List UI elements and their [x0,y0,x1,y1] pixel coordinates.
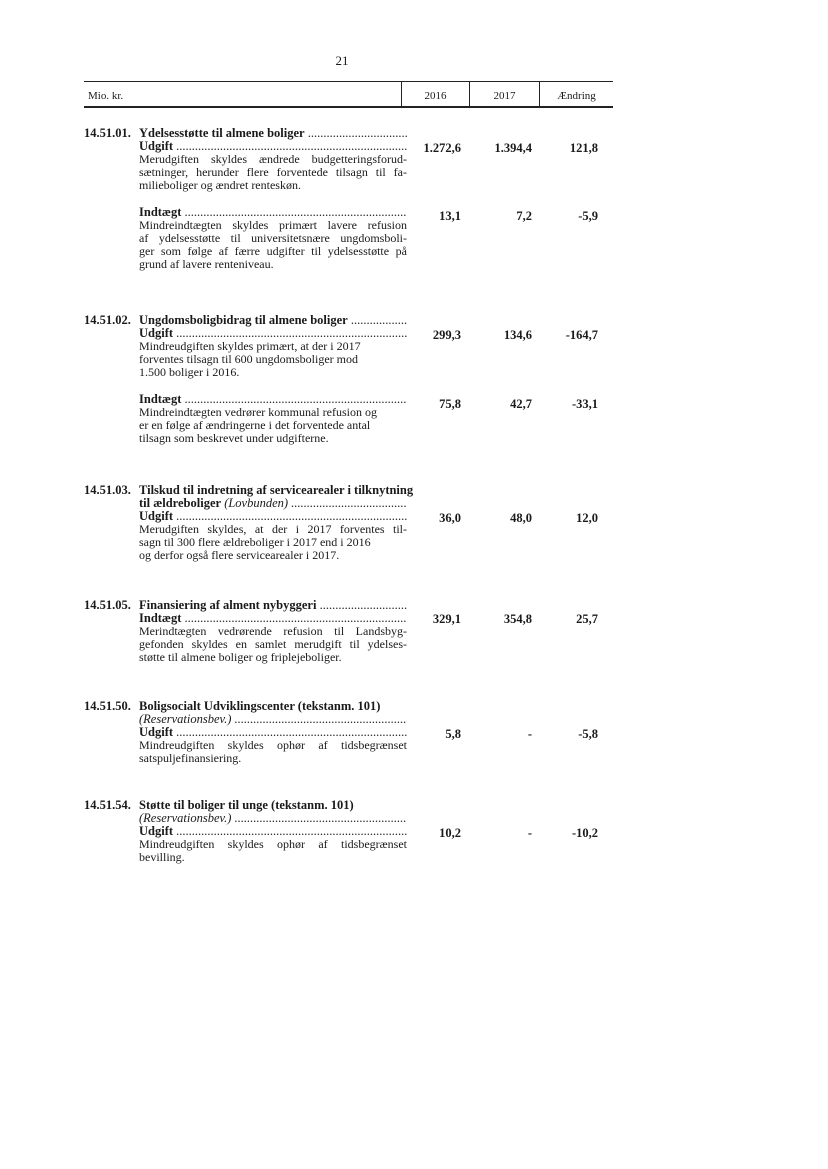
item-description: gefonden skyldes en samlet merudgift til ydelses- [139,637,407,651]
item-description: støtte til almene boliger og friplejeboliger. [139,650,342,664]
item-description: Mindreudgiften skyldes ophør af tidsbegrænset [139,837,407,851]
account-code: 14.51.05. [84,598,131,612]
appropriation-type: (Lovbunden) ..... [224,497,407,510]
item-description: Mindreindtægten vedrører kommunal refusion og [139,405,377,419]
account-code: 14.51.50. [84,699,131,713]
section-title-continued: til ældreboliger [139,497,222,510]
item-label: Indtægt ..... [139,612,407,625]
account-code: 14.51.02. [84,313,131,327]
item-description: Mindreindtægten skyldes primært lavere refusion [139,218,407,232]
header-unit: Mio. kr. [88,90,124,102]
header-change: Ændring [557,90,596,102]
item-description: sagn til 300 flere ældreboliger i 2017 end i 2016 [139,535,371,549]
value-2016: 75,8 [439,397,461,411]
value-2017: 134,6 [503,328,532,342]
item-description: sætninger, herunder flere forventede tilsagn til fa- [139,165,407,179]
account-code: 14.51.03. [84,483,131,497]
value-2016: 36,0 [439,511,461,525]
value-change: -164,7 [565,328,598,342]
header-2017: 2017 [493,90,516,102]
item-label: Udgift ..... [139,510,407,523]
item-description: grund af lavere renteniveau. [139,257,274,271]
value-2017: 42,7 [510,397,532,411]
item-label: Udgift ..... [139,327,407,340]
value-2017: 354,8 [503,612,532,626]
header-rule-bottom [84,106,613,108]
item-description: 1.500 boliger i 2016. [139,365,240,379]
section-title: Ungdomsboligbidrag til almene boliger ..... [139,314,407,327]
header-rule-top [84,81,613,82]
value-2016: 10,2 [439,826,461,840]
value-change: -5,9 [578,209,598,223]
value-change: 25,7 [576,612,598,626]
item-description: Mindreudgiften skyldes ophør af tidsbegrænset [139,738,407,752]
value-2016: 5,8 [445,727,461,741]
value-2017: 7,2 [516,209,532,223]
value-2017: - [527,826,532,840]
value-change: 12,0 [576,511,598,525]
item-description: satspuljefinansiering. [139,751,242,765]
account-code: 14.51.54. [84,798,131,812]
item-description: bevilling. [139,850,185,864]
appropriation-type: (Reservationsbev.) ..... [139,713,407,726]
header-2016: 2016 [424,90,447,102]
item-label: Udgift ..... [139,140,407,153]
section-title: Tilskud til indretning af servicearealer i tilknytning [139,483,414,497]
value-2017: 48,0 [510,511,532,525]
item-label: Udgift ..... [139,825,407,838]
page-number: 21 [335,53,349,68]
value-2016: 329,1 [432,612,461,626]
value-2017: 1.394,4 [494,141,532,155]
section-title: Støtte til boliger til unge (tekstanm. 101) [139,799,354,812]
appropriation-type: (Reservationsbev.) ..... [139,812,407,825]
value-2016: 299,3 [432,328,461,342]
item-description: milieboliger og ændret renteskøn. [139,178,301,192]
section-title: Finansiering af alment nybyggeri ..... [139,599,407,612]
item-description: er en følge af ændringerne i det forventede antal [139,418,371,432]
value-2016: 13,1 [439,209,461,223]
item-description: ger som følge af færre udgifter til ydelsesstøtte på [139,244,407,258]
item-description: Mindreudgiften skyldes primært, at der i 2017 [139,339,361,353]
value-change: -10,2 [571,826,598,840]
item-description: af ydelsesstøtte til universitetsnære ungdomsboli- [139,231,407,245]
account-code: 14.51.01. [84,126,131,140]
item-description: Merindtægten vedrørende refusion til Landsbyg- [139,624,407,638]
item-description: Merudgiften skyldes ændrede budgetteringsforud- [139,152,407,166]
value-change: -33,1 [571,397,598,411]
value-change: -5,8 [578,727,598,741]
section-title: Ydelsesstøtte til almene boliger ..... [139,127,407,140]
section-title: Boligsocialt Udviklingscenter (tekstanm. 101) [139,700,381,713]
item-label: Udgift ..... [139,726,407,739]
value-change: 121,8 [569,141,598,155]
item-description: Merudgiften skyldes, at der i 2017 forventes til- [139,522,407,536]
value-2017: - [527,727,532,741]
item-description: forventes tilsagn til 600 ungdomsboliger mod [139,352,358,366]
item-description: tilsagn som beskrevet under udgifterne. [139,431,329,445]
item-description: og derfor også flere servicearealer i 2017. [139,548,340,562]
item-label: Indtægt ..... [139,393,407,406]
item-label: Indtægt ..... [139,206,407,219]
value-2016: 1.272,6 [423,141,461,155]
